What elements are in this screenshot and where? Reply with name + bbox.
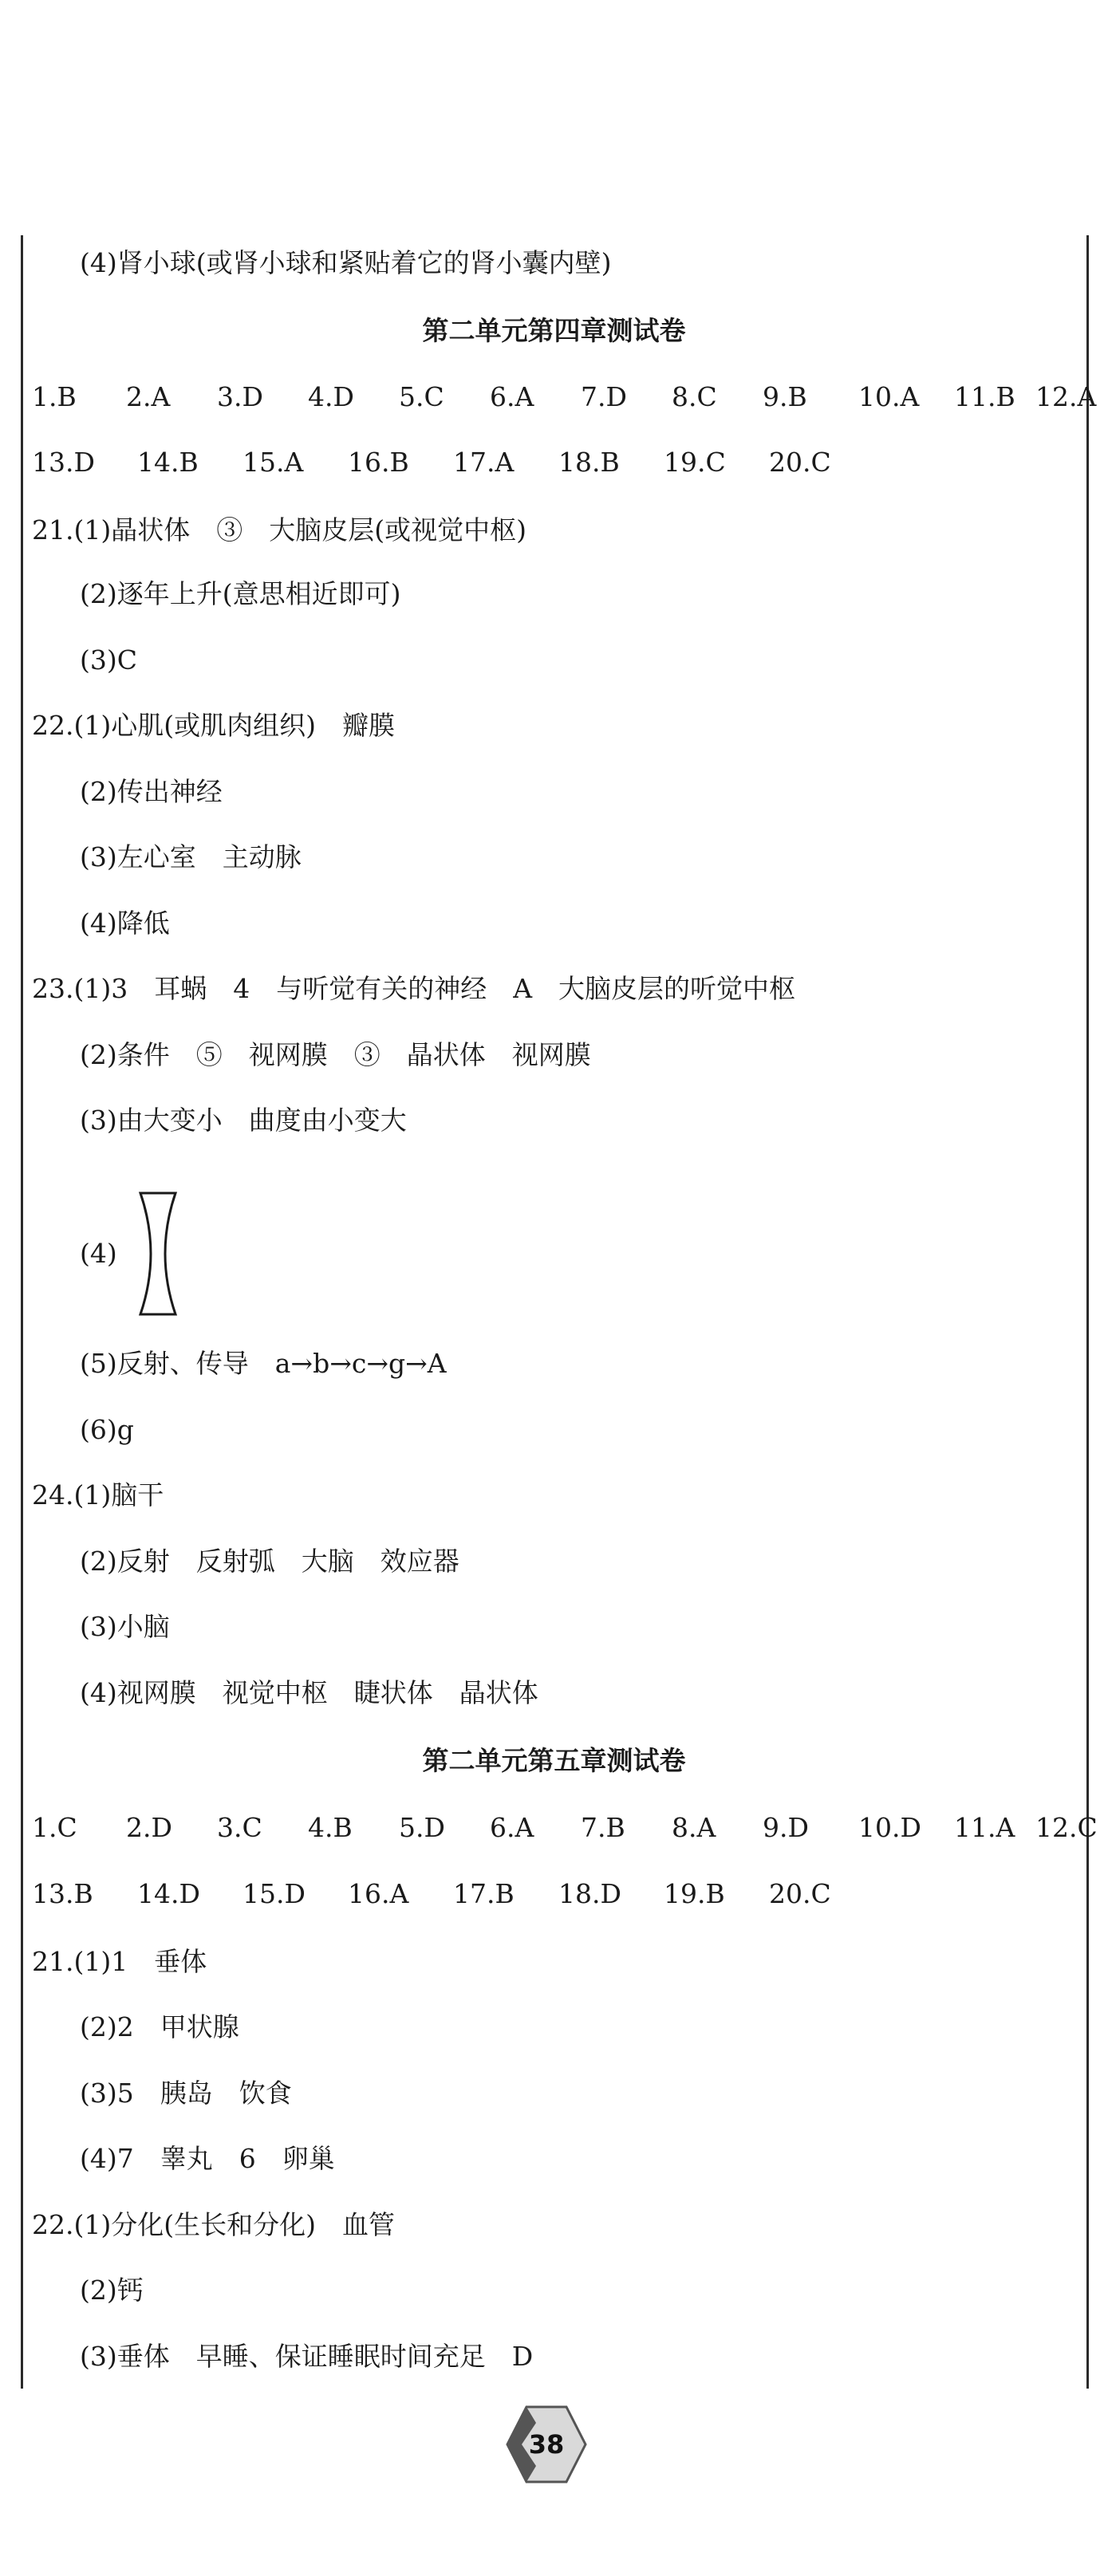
page-number: 38 <box>528 2429 565 2460</box>
mc-answer: 15.A <box>242 447 304 478</box>
mc-answer: 18.D <box>558 1878 621 1909</box>
mc-answer: 7.B <box>581 1812 625 1843</box>
s5-q21-line2: (2)2 甲状腺 <box>80 2011 239 2042</box>
mc-answer: 5.C <box>399 381 444 412</box>
mc-answer: 17.B <box>453 1878 515 1909</box>
s4-q23-line1: 23.(1)3 耳蜗 4 与听觉有关的神经 A 大脑皮层的听觉中枢 <box>32 973 796 1004</box>
s4-q23-line2: (2)条件 ⑤ 视网膜 ③ 晶状体 视网膜 <box>80 1039 591 1070</box>
mc-answer: 16.A <box>348 1878 409 1909</box>
s4-q22-line4: (4)降低 <box>80 908 170 939</box>
s4-q21-line3: (3)C <box>80 644 137 676</box>
mc-answer: 8.A <box>672 1812 716 1843</box>
mc-answer: 12.C <box>1035 1812 1098 1843</box>
mc-answer: 8.C <box>672 381 717 412</box>
concave-lens-icon <box>137 1190 179 1318</box>
s4-q22-line2: (2)传出神经 <box>80 776 223 807</box>
mc-answer: 20.C <box>769 1878 831 1909</box>
s4-q22-line3: (3)左心室 主动脉 <box>80 841 302 872</box>
mc-answer: 11.B <box>954 381 1015 412</box>
mc-answer: 3.D <box>217 381 263 412</box>
mc-answer: 14.B <box>137 447 199 478</box>
section4-title: 第二单元第四章测试卷 <box>422 315 686 346</box>
s5-q22-line1: 22.(1)分化(生长和分化) 血管 <box>32 2209 395 2240</box>
s4-q24-line4: (4)视网膜 视觉中枢 睫状体 晶状体 <box>80 1677 538 1708</box>
mc-answer: 13.D <box>32 447 95 478</box>
s4-q24-line2: (2)反射 反射弧 大脑 效应器 <box>80 1546 459 1577</box>
section5-title: 第二单元第五章测试卷 <box>422 1745 686 1776</box>
mc-answer: 6.A <box>490 381 534 412</box>
mc-answer: 9.B <box>763 381 807 412</box>
mc-answer: 14.D <box>137 1878 200 1909</box>
mc-answer: 9.D <box>763 1812 809 1843</box>
mc-answer: 15.D <box>242 1878 306 1909</box>
mc-answer: 5.D <box>399 1812 445 1843</box>
mc-answer: 3.C <box>217 1812 262 1843</box>
mc-answer: 10.D <box>858 1812 921 1843</box>
s4-q21-line1: 21.(1)晶状体 ③ 大脑皮层(或视觉中枢) <box>32 514 526 546</box>
mc-answer: 1.C <box>32 1812 77 1843</box>
mc-answer: 13.B <box>32 1878 93 1909</box>
mc-answer: 17.A <box>453 447 515 478</box>
mc-answer: 19.B <box>664 1878 725 1909</box>
mc-answer: 16.B <box>348 447 409 478</box>
right-margin-rule <box>1086 235 1089 2389</box>
s4-q23-line4: (4) <box>80 1238 117 1269</box>
left-margin-rule <box>21 235 23 2389</box>
mc-answer: 20.C <box>769 447 831 478</box>
s5-q21-line4: (4)7 睾丸 6 卵巢 <box>80 2143 335 2174</box>
s4-q22-line1: 22.(1)心肌(或肌肉组织) 瓣膜 <box>32 710 395 741</box>
mc-answer: 10.A <box>858 381 920 412</box>
mc-answer: 12.A <box>1035 381 1097 412</box>
s4-q23-line5: (5)反射、传导 a→b→c→g→A <box>80 1348 447 1379</box>
mc-answer: 1.B <box>32 381 77 412</box>
s5-q21-line3: (3)5 胰岛 饮食 <box>80 2078 292 2109</box>
s5-q22-line3: (3)垂体 早睡、保证睡眠时间充足 D <box>80 2341 534 2372</box>
s5-q21-line1: 21.(1)1 垂体 <box>32 1946 207 1977</box>
mc-answer: 2.A <box>126 381 171 412</box>
intro-answer-line: (4)肾小球(或肾小球和紧贴着它的肾小囊内壁) <box>80 247 612 278</box>
s4-q24-line1: 24.(1)脑干 <box>32 1479 164 1511</box>
s4-q23-line3: (3)由大变小 曲度由小变大 <box>80 1105 407 1136</box>
mc-answer: 6.A <box>490 1812 534 1843</box>
s4-q23-line6: (6)g <box>80 1414 134 1445</box>
mc-answer: 7.D <box>581 381 627 412</box>
s4-q24-line3: (3)小脑 <box>80 1611 170 1642</box>
mc-answer: 4.B <box>308 1812 353 1843</box>
s5-q22-line2: (2)钙 <box>80 2275 144 2306</box>
mc-answer: 18.B <box>558 447 620 478</box>
mc-answer: 2.D <box>126 1812 172 1843</box>
mc-answer: 4.D <box>308 381 354 412</box>
mc-answer: 11.A <box>954 1812 1015 1843</box>
s4-q21-line2: (2)逐年上升(意思相近即可) <box>80 578 401 609</box>
mc-answer: 19.C <box>664 447 726 478</box>
